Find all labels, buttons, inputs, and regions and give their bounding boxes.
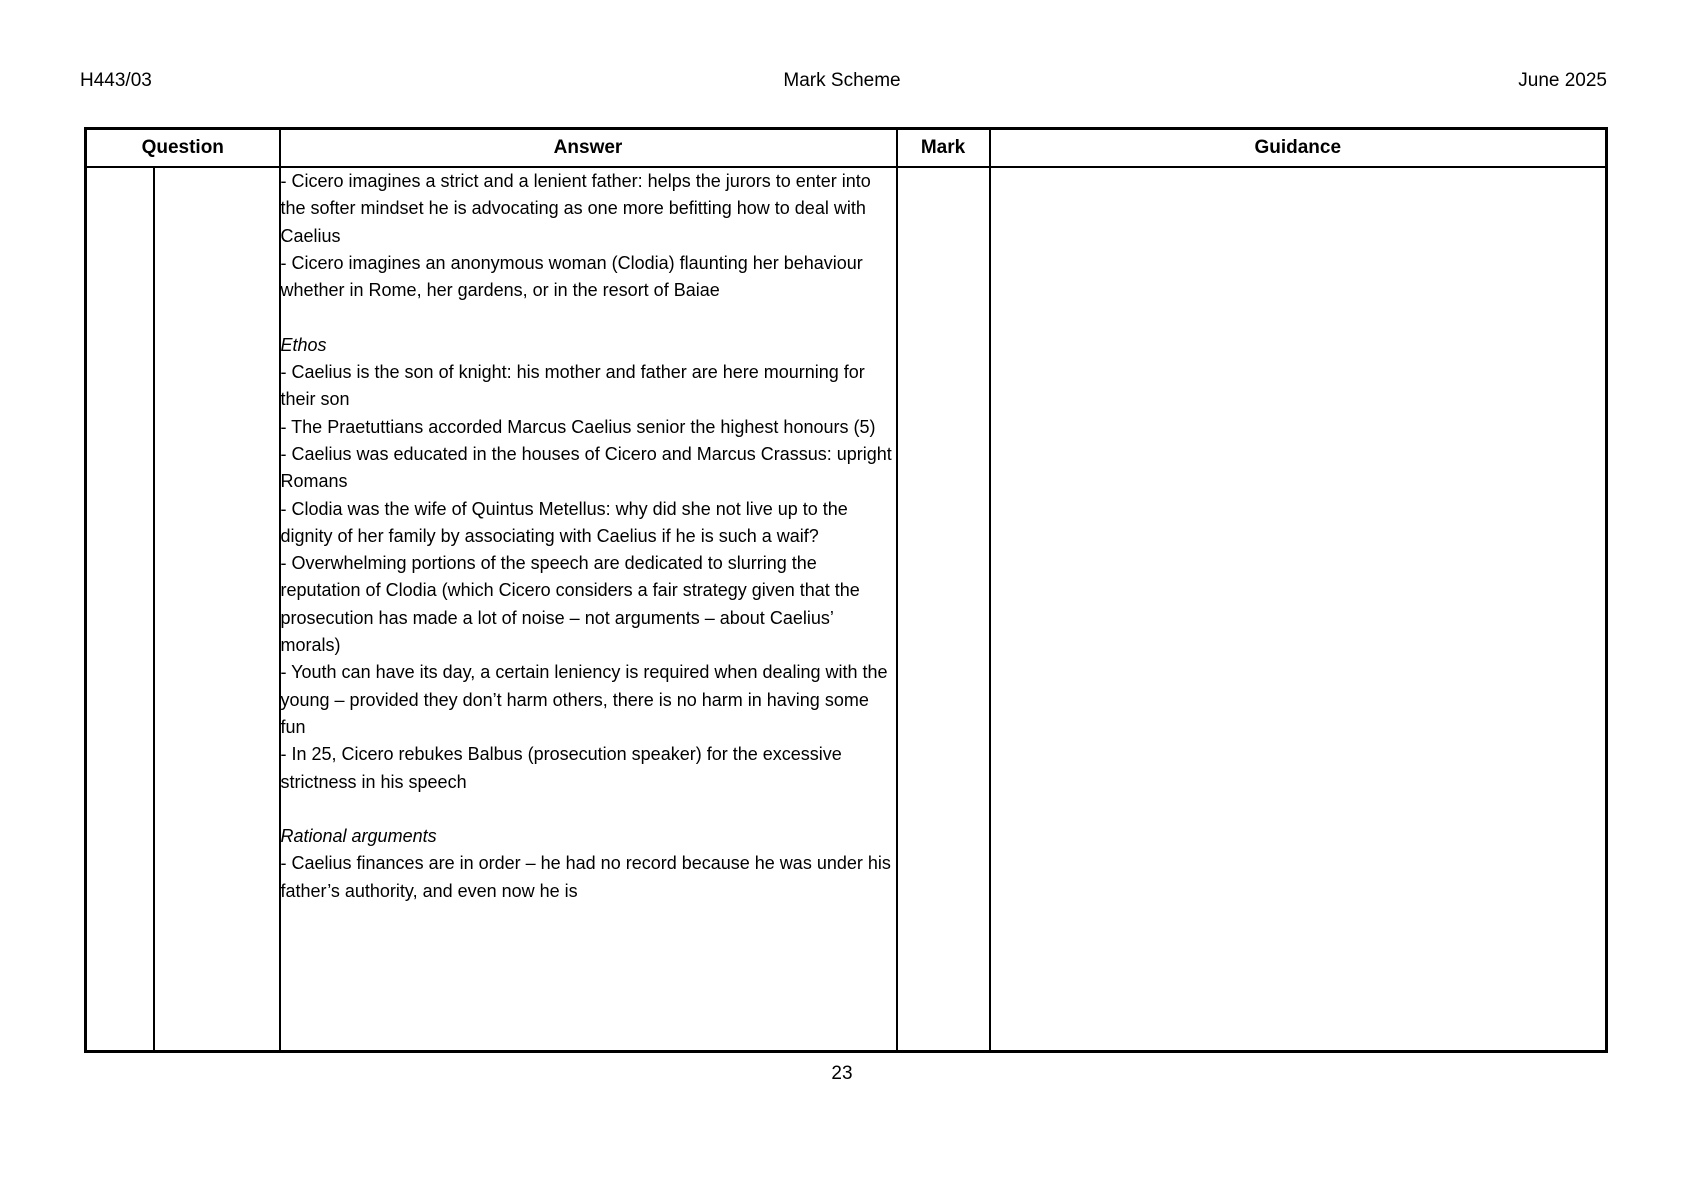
guidance-cell xyxy=(990,167,1607,1052)
answer-spacer xyxy=(281,796,896,823)
column-header-question: Question xyxy=(86,129,280,168)
column-header-answer: Answer xyxy=(280,129,897,168)
answer-bullet: - Caelius is the son of knight: his mother and father are here mourning for their son xyxy=(280,362,865,410)
table-header-row xyxy=(86,129,1607,168)
document-title: Mark Scheme xyxy=(783,70,901,91)
answer-bullet: - The Praetuttians accorded Marcus Caelius senior the highest honours (5) xyxy=(280,416,876,437)
answer-bullet: - Caelius finances are in order – he had no record because he was under his father’s authority, and even now he is xyxy=(280,853,891,901)
mark-scheme-table xyxy=(84,127,1608,1053)
answer-bullet: - Youth can have its day, a certain leniency is required when dealing with the young – provided they don’t harm others, there is no harm in having some fun xyxy=(280,662,888,737)
table-row xyxy=(86,167,1607,1052)
answer-subheading: Rational arguments xyxy=(280,826,437,847)
answer-bullet: - In 25, Cicero rebukes Balbus (prosecution speaker) for the excessive strictness in his speech xyxy=(280,744,842,792)
document-code: H443/03 xyxy=(80,70,152,91)
answer-cell xyxy=(280,167,897,1052)
answer-subheading: Ethos xyxy=(280,334,327,355)
page-number: 23 xyxy=(831,1063,853,1084)
column-header-guidance: Guidance xyxy=(990,129,1607,168)
document-date: June 2025 xyxy=(1518,70,1607,91)
answer-bullet: - Caelius was educated in the houses of Cicero and Marcus Crassus: upright Romans xyxy=(280,443,892,492)
answer-bullet: - Clodia was the wife of Quintus Metellus: why did she not live up to the dignity of her family by associating with Caelius if he is such a waif? xyxy=(280,498,848,546)
column-header-mark: Mark xyxy=(897,129,990,168)
answer-spacer xyxy=(281,304,896,331)
question-number-cell xyxy=(86,167,154,1052)
answer-bullet: - Cicero imagines an anonymous woman (Clodia) flaunting her behaviour whether in Rome, her gardens, or in the resort of Baiae xyxy=(280,252,863,301)
mark-cell xyxy=(897,167,990,1052)
answer-bullet: - Cicero imagines a strict and a lenient father: helps the jurors to enter into the softer mindset he is advocating as one more befitting how to deal with Caelius xyxy=(280,171,871,246)
question-part-cell xyxy=(154,167,280,1052)
answer-bullet: - Overwhelming portions of the speech are dedicated to slurring the reputation of Clodia (which Cicero considers a fair strategy given that the prosecution has made a lot of noise – not arguments – about Caelius’ morals) xyxy=(280,553,860,656)
